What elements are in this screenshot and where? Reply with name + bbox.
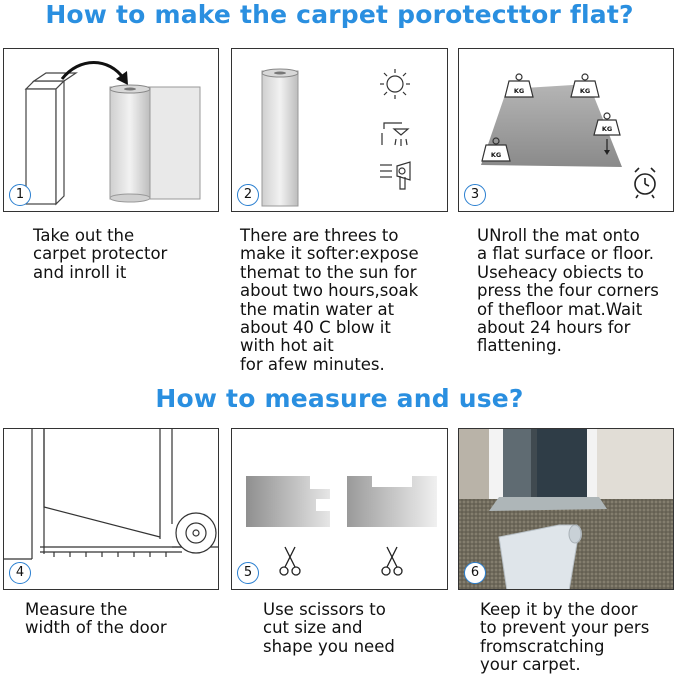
roll-icon xyxy=(110,85,200,202)
cut-mat-illustration xyxy=(232,429,448,590)
step-1-panel xyxy=(3,48,219,212)
door xyxy=(537,429,587,499)
step-number-badge: 5 xyxy=(237,562,259,584)
step-4-caption: Measure the width of the door xyxy=(25,600,167,638)
step-5-panel xyxy=(231,428,448,590)
step-3-panel xyxy=(458,48,674,212)
step-2-caption: There are threes to make it softer:expose themat to the sun for about two hours,soak the matin water at about 40 C blow it with hot ait for afew minutes. xyxy=(240,226,419,374)
door-frame xyxy=(587,429,597,507)
sun-icon xyxy=(380,69,410,99)
tape-measure-icon xyxy=(40,513,216,557)
box-icon xyxy=(26,73,76,204)
door-photo-illustration xyxy=(459,429,674,590)
step-number-badge: 4 xyxy=(9,562,31,584)
step-number-badge: 2 xyxy=(237,184,259,206)
hair-dryer-icon xyxy=(380,162,410,189)
step-number-badge: 6 xyxy=(464,562,486,584)
weight-label: KG xyxy=(601,125,613,133)
weight-label: KG xyxy=(490,151,502,159)
step-2-panel xyxy=(231,48,448,212)
roll-icon xyxy=(262,69,298,206)
section-title-measure: How to measure and use? xyxy=(155,384,524,413)
flatten-mat-illustration xyxy=(459,49,674,212)
section-title-flatten: How to make the carpet porotecttor flat? xyxy=(45,0,634,29)
step-number-badge: 3 xyxy=(464,184,486,206)
step-4-panel xyxy=(3,428,219,590)
step-6-panel xyxy=(458,428,674,590)
scissors-icon xyxy=(382,547,402,575)
weight-label: KG xyxy=(513,87,525,95)
alarm-clock-icon xyxy=(635,168,655,198)
step-1-caption: Take out the carpet protector and inroll it xyxy=(33,226,168,282)
weight-label: KG xyxy=(579,87,591,95)
step-3-caption: UNroll the mat onto a flat surface or floor. Useheacy obiects to press the four corners of thefloor mat.Wait about 24 hours for flattening. xyxy=(477,226,659,356)
door-open xyxy=(503,429,531,499)
door-measure-illustration xyxy=(4,429,219,590)
scissors-icon xyxy=(280,547,300,575)
box-and-roll-illustration xyxy=(4,49,219,212)
step-5-caption: Use scissors to cut size and shape you need xyxy=(263,600,395,656)
mat-cut-top xyxy=(347,476,437,527)
step-6-caption: Keep it by the door to prevent your pers fromscratching your carpet. xyxy=(480,600,650,675)
shower-icon xyxy=(382,123,408,146)
mat-cut-side xyxy=(246,476,330,527)
door-frame xyxy=(489,429,503,504)
soften-mat-illustration xyxy=(232,49,448,212)
threshold-mat xyxy=(489,497,607,511)
step-number-badge: 1 xyxy=(9,184,31,206)
